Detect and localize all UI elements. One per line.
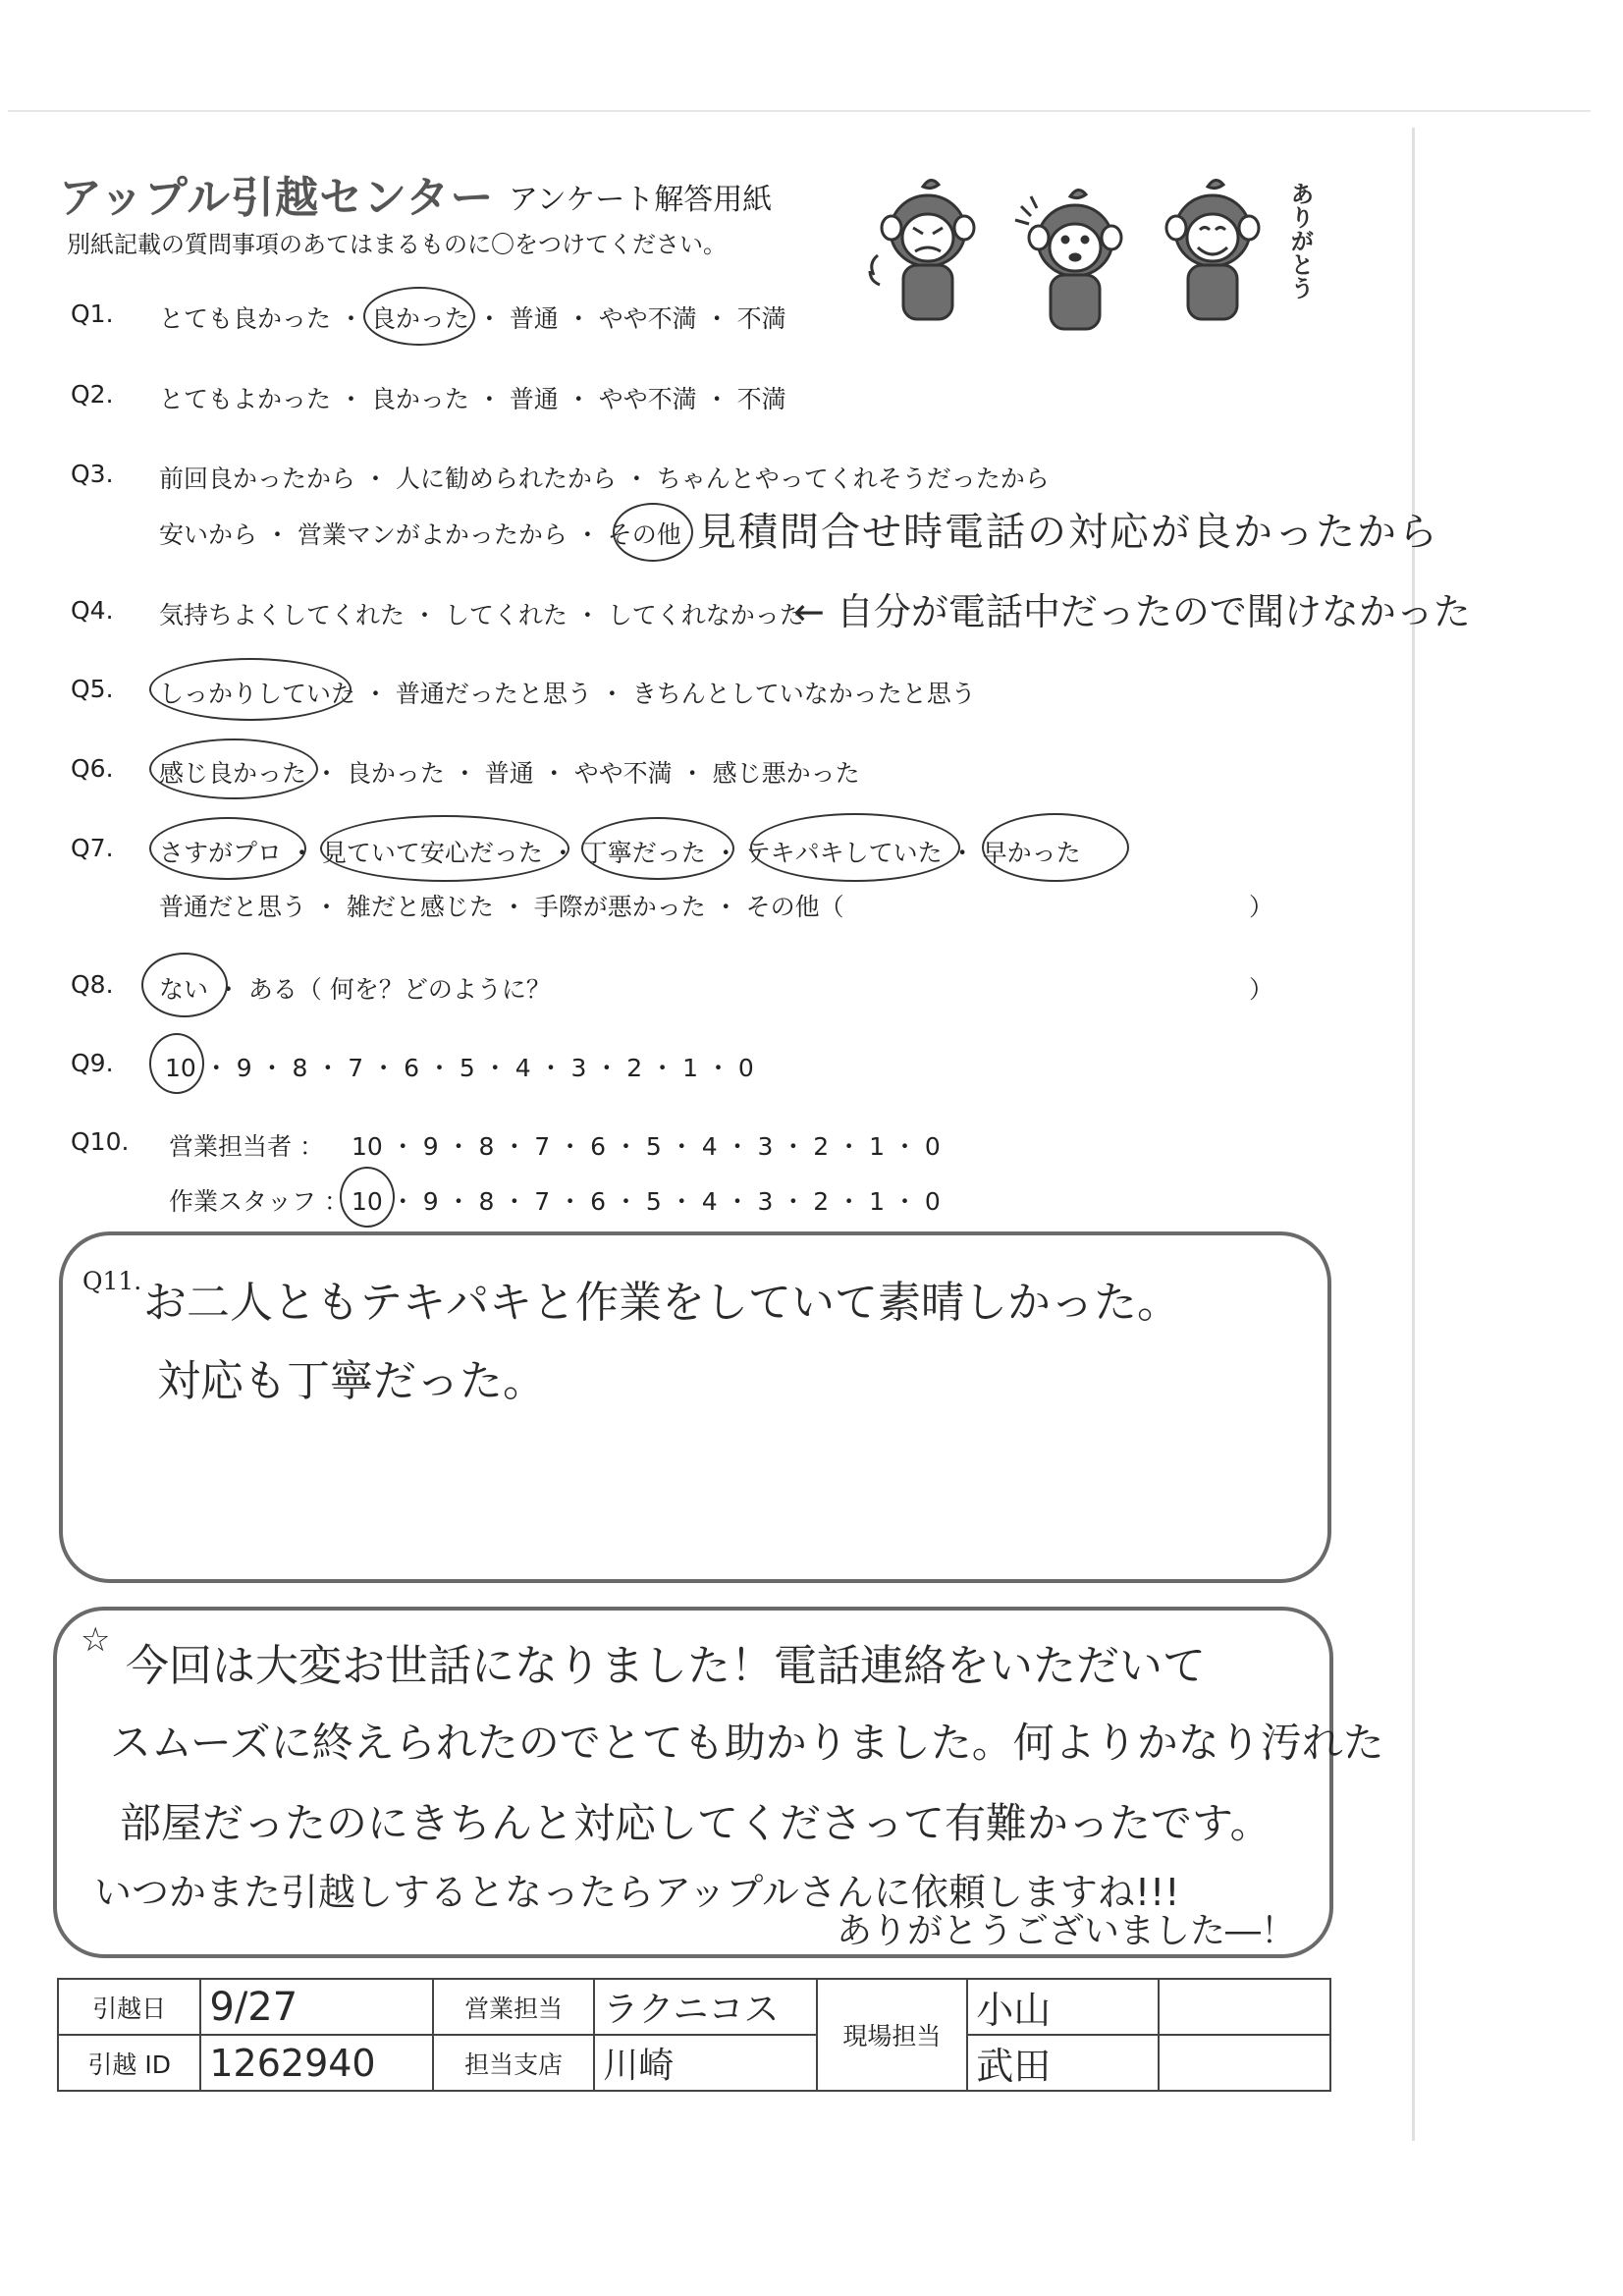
q7-selection-circle-3: [581, 817, 734, 880]
q2-label: Q2.: [71, 380, 114, 409]
star-icon: ☆: [81, 1620, 111, 1660]
q8-close-paren: ）: [1249, 975, 1274, 1004]
monkey-mascots-illustration: [864, 167, 1286, 344]
free-comment-line2: スムーズに終えられたのでとても助かりました。何よりかなり汚れた: [110, 1719, 1384, 1767]
q3-options-line1: 前回良かったから ・ 人に勧められたから ・ ちゃんとやってくれそうだったから: [159, 465, 1050, 493]
branch-value: 川崎: [594, 2035, 816, 2091]
monkey-smiling-icon: [1166, 180, 1259, 319]
q1-options: とても良かった ・ 良かった ・ 普通 ・ やや不満 ・ 不満: [159, 304, 786, 333]
sheet-top-edge: [8, 110, 1591, 112]
move-date-value: 9/27: [200, 1979, 433, 2035]
q10-staff-label: 作業スタッフ ：: [169, 1187, 349, 1216]
q6-label: Q6.: [71, 754, 114, 783]
move-id-value: 1262940: [200, 2035, 433, 2091]
site-staff-label: 現場担当: [817, 1979, 968, 2091]
q7-close-paren: ）: [1249, 893, 1274, 921]
q7-selection-circle-5: [982, 813, 1129, 882]
site-staff-extra-2: [1159, 2035, 1330, 2091]
q10-staff-selection-circle: [340, 1167, 395, 1228]
q11-handwritten-line1: お二人ともテキパキと作業をしていて素晴しかった。: [143, 1278, 1180, 1328]
free-comment-line1: 今回は大変お世話になりました！電話連絡をいただいて: [126, 1641, 1206, 1691]
q11-handwritten-line2: 対応も丁寧だった。: [157, 1356, 546, 1406]
q4-handwritten-note: ← 自分が電話中だったので聞けなかった: [793, 590, 1471, 633]
branch-label: 担当支店: [433, 2035, 594, 2091]
q3-handwritten-answer: 見積問合せ時電話の対応が良かったから: [697, 510, 1439, 555]
q1-label: Q1.: [71, 300, 114, 328]
q7-options-line1: さすがプロ ・ 見ていて安心だった ・ 丁寧だった ・ テキパキしていた ・ 早かった: [159, 839, 1081, 867]
q9-label: Q9.: [71, 1049, 114, 1077]
instruction-text: 別紙記載の質問事項のあてはまるものに〇をつけてください。: [67, 231, 727, 258]
free-comment-line3: 部屋だったのにきちんと対応してくださって有難かったです。: [120, 1799, 1271, 1847]
q4-label: Q4.: [71, 596, 114, 625]
q9-scale: 10 ・ 9 ・ 8 ・ 7 ・ 6 ・ 5 ・ 4 ・ 3 ・ 2 ・ 1 ・ 0: [165, 1054, 754, 1082]
thanks-vertical-text: ありがとう: [1286, 182, 1314, 300]
move-info-table: [57, 1978, 1331, 2092]
q5-options: しっかりしていた ・ 普通だったと思う ・ きちんとしていなかったと思う: [159, 680, 976, 708]
monkey-angry-icon: [870, 180, 974, 319]
company-title: アップル引越センター: [59, 173, 495, 223]
q8-label: Q8.: [71, 970, 114, 999]
q8-options: ない ・ ある（ 何を？どのように？: [159, 975, 551, 1004]
q8-selection-circle: [141, 953, 228, 1017]
site-staff-2: 武田: [967, 2035, 1159, 2091]
q2-options: とてもよかった ・ 良かった ・ 普通 ・ やや不満 ・ 不満: [159, 385, 786, 413]
q6-selection-circle: [149, 738, 318, 799]
q1-selection-circle: [363, 287, 475, 346]
q7-selection-circle-4: [750, 813, 960, 882]
sales-staff-label: 営業担当: [433, 1979, 594, 2035]
q6-options: 感じ良かった ・ 良かった ・ 普通 ・ やや不満 ・ 感じ悪かった: [159, 759, 860, 788]
q10-sales-label: 営業担当者 ：: [169, 1132, 324, 1161]
move-id-label: 引越 ID: [58, 2035, 200, 2091]
q7-label: Q7.: [71, 834, 114, 862]
form-subtitle: アンケート解答用紙: [509, 183, 773, 217]
q7-selection-circle-1: [149, 817, 306, 880]
site-staff-extra-1: [1159, 1979, 1330, 2035]
q10-staff-scale: 10 ・ 9 ・ 8 ・ 7 ・ 6 ・ 5 ・ 4 ・ 3 ・ 2 ・ 1 ・ 0: [352, 1187, 941, 1216]
sales-staff-value: ラクニコス: [594, 1979, 816, 2035]
move-date-label: 引越日: [58, 1979, 200, 2035]
q7-selection-circle-2: [320, 815, 569, 882]
monkey-surprised-icon: [1015, 190, 1121, 329]
q10-sales-scale: 10 ・ 9 ・ 8 ・ 7 ・ 6 ・ 5 ・ 4 ・ 3 ・ 2 ・ 1 ・ 0: [352, 1132, 941, 1161]
site-staff-1: 小山: [967, 1979, 1159, 2035]
q3-selection-circle: [613, 503, 693, 562]
q5-label: Q5.: [71, 675, 114, 703]
q3-label: Q3.: [71, 460, 114, 488]
sheet-right-edge: [1412, 128, 1415, 2141]
q11-label: Q11.: [82, 1267, 142, 1295]
q3-options-line2: 安いから ・ 営業マンがよかったから ・ その他: [159, 520, 681, 549]
free-comment-line4: いつかまた引越しするとなったらアップルさんに依頼しますね!!!: [94, 1871, 1180, 1914]
q7-options-line2: 普通だと思う ・ 雑だと感じた ・ 手際が悪かった ・ その他（: [159, 893, 844, 921]
q10-label: Q10.: [71, 1127, 130, 1156]
q4-options: 気持ちよくしてくれた ・ してくれた ・ してくれなかった: [159, 601, 804, 629]
free-comment-line5: ありがとうございました―！: [837, 1911, 1297, 1951]
q9-selection-circle: [149, 1033, 204, 1094]
q5-selection-circle: [149, 658, 352, 721]
